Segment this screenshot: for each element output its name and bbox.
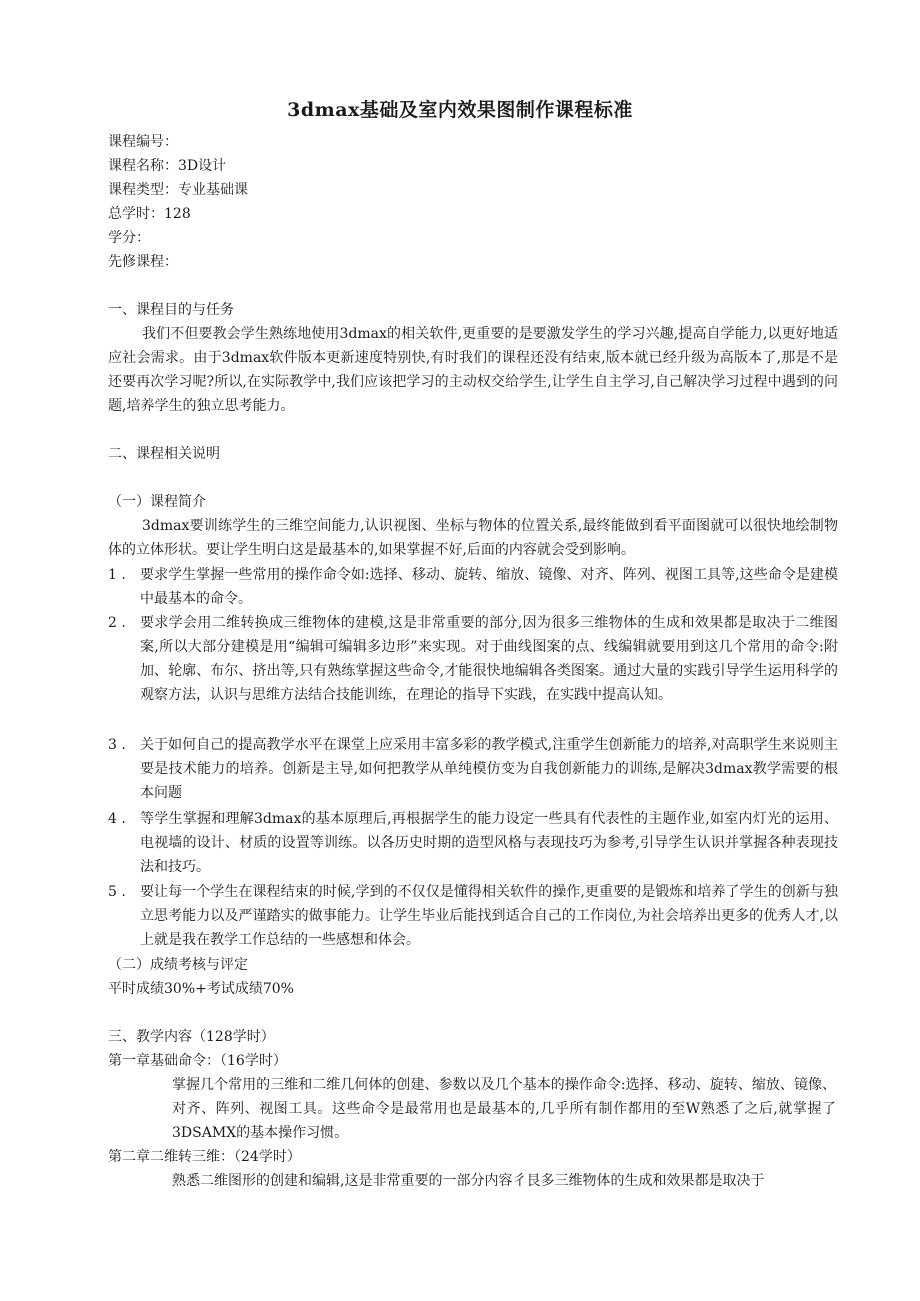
- course-code: 课程编号：: [108, 134, 178, 150]
- chapter2-paragraph: 熟悉二维图形的创建和编辑,这是非常重要的一部分内容彳艮多三维物体的生成和效果都是取决于: [172, 1173, 765, 1189]
- total-hours: 总学时：128: [108, 206, 191, 222]
- section1-heading: 一、课程目的与任务: [108, 302, 234, 318]
- list-item: [108, 733, 838, 805]
- list-item: [108, 807, 838, 879]
- list-item-text: 要求学会用二维转换成三维物体的建模,这是非常重要的部分,因为很多三维物体的生成和效果都是取决于二维图案,所以大部分建模是用“编辑可编辑多边形”来实现。对于曲线图案的点、线编辑就要用到这几个常用的命令:附加、轮廓、布尔、挤出等,只有熟练掌握这些命令,才能很快地编辑各类图案。通过大量的实践引导学生运用科学的观察方法，认识与思维方法结合技能训练，在理论的指导下实践，在实践中提高认知。: [140, 615, 838, 703]
- list-item-text: 要让每一个学生在课程结束的时候,学到的不仅仅是懂得相关软件的操作,更重要的是锻炼和培养了学生的创新与独立思考能力以及严谨踏实的做事能力。让学生毕业后能找到适合自己的工作岗位,为社会培养出更多的优秀人才,以上就是我在教学工作总结的一些感想和体会。: [140, 884, 838, 948]
- section2-heading: 二、课程相关说明: [108, 446, 220, 462]
- section1-paragraph: 我们不但要教会学生熟练地使用3dmax的相关软件,更重要的是要激发学生的学习兴趣,提高自学能力,以更好地适应社会需求。由于3dmax软件版本更新速度特别快,有时我们的课程还没有结束,版本就已经升级为高版本了,那是不是还要再次学习呢?所以,在实际教学中,我们应该把学习的主动权交给学生,让学生自主学习,自己解决学习过程中遇到的问题,培养学生的独立思考能力。: [108, 326, 838, 414]
- list-item-text: 要求学生掌握一些常用的操作命令如:选择、移动、旋转、缩放、镜像、对齐、阵列、视图工具等,这些命令是建模中最基本的命令。: [140, 567, 838, 607]
- credits: 学分：: [108, 230, 150, 246]
- list-item: [108, 563, 838, 611]
- list-item-number: 1 .: [108, 567, 126, 583]
- list-item-number: 3 .: [108, 737, 126, 753]
- list-item: [108, 880, 838, 952]
- section3-heading: 三、教学内容（128学时）: [108, 1029, 275, 1045]
- subsection1-paragraph: 3dmax要训练学生的三维空间能力,认识视图、坐标与物体的位置关系,最终能做到看平面图就可以很快地绘制物体的立体形状。要让学生明白这是最基本的,如果掌握不好,后面的内容就会受到影响。: [108, 518, 838, 558]
- subsection1-heading: （一）课程简介: [108, 494, 206, 510]
- list-item-number: 2 .: [108, 615, 126, 631]
- prerequisites: 先修课程：: [108, 254, 178, 270]
- list-item-number: 5 .: [108, 884, 126, 900]
- list-item: [108, 611, 838, 707]
- list-item-text: 等学生掌握和理解3dmax的基本原理后,再根据学生的能力设定一些具有代表性的主题作业,如室内灯光的运用、电视墙的设计、材质的设置等训练。以各历史时期的造型风格与表现技巧为参考,引导学生认识并掌握各种表现技法和技巧。: [140, 811, 838, 875]
- subsection2-heading: （二）成绩考核与评定: [108, 957, 248, 973]
- grading-text: 平时成绩30%+考试成绩70%: [108, 981, 294, 997]
- chapter1-paragraph: 掌握几个常用的三维和二维几何体的创建、参数以及几个基本的操作命令:选择、移动、旋转、缩放、镜像、对齐、阵列、视图工具。这些命令是最常用也是最基本的,几乎所有制作都用的至W熟悉了之后,就掌握了3DSAMX的基本操作习惯。: [172, 1077, 836, 1141]
- list-item-number: 4 .: [108, 811, 126, 827]
- chapter2-heading: 第二章二维转三维：（24学时）: [108, 1149, 301, 1165]
- course-name: 课程名称：3D设计: [108, 158, 227, 174]
- list-item-text: 关于如何自己的提高教学水平在课堂上应采用丰富多彩的教学模式,注重学生创新能力的培养,对高职学生来说则主要是技术能力的培养。创新是主导,如何把教学从单纯模仿变为自我创新能力的训练,是解决3dmax教学需要的根本问题: [140, 737, 838, 801]
- course-type: 课程类型：专业基础课: [108, 182, 248, 198]
- chapter1-heading: 第一章基础命令：（16学时）: [108, 1053, 287, 1069]
- document-title: 3dmax基础及室内效果图制作课程标准: [287, 99, 633, 121]
